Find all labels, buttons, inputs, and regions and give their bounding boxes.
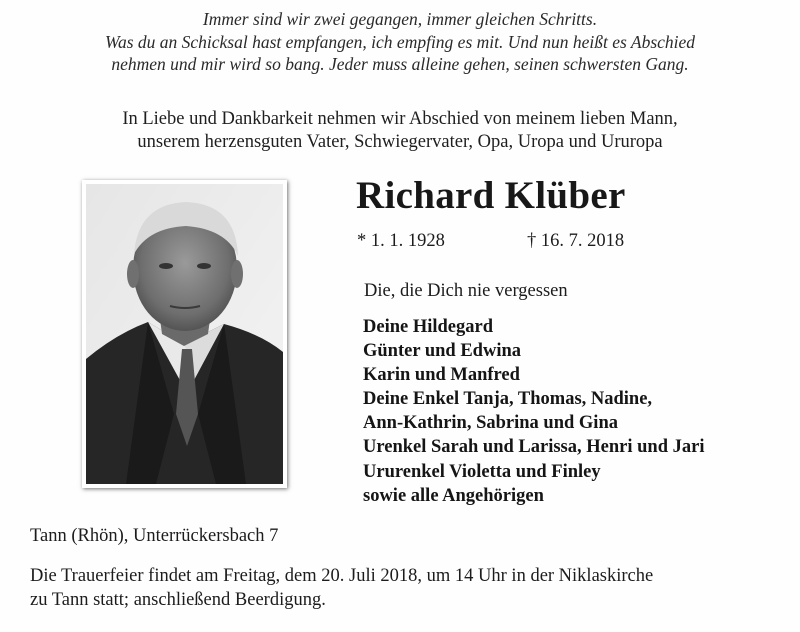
farewell-intro — [0, 108, 800, 154]
mourner-line: Ann-Kathrin, Sabrina und Gina — [363, 413, 618, 434]
poem-line: Immer sind wir zwei gegangen, immer gleichen Schritts. — [202, 9, 598, 29]
mourner-line: Karin und Manfred — [363, 365, 520, 386]
mourners-intro: Die, die Dich nie vergessen — [364, 281, 568, 301]
mourner-line: Ururenkel Violetta und Finley — [363, 461, 601, 482]
mourners-list — [363, 315, 704, 508]
ceremony-line: zu Tann statt; anschließend Beerdigung. — [30, 590, 326, 610]
poem-line: nehmen und mir wird so bang. Jeder muss alleine gehen, seinen schwersten Gang. — [111, 54, 689, 74]
address: Tann (Rhön), Unterrückersbach 7 — [30, 526, 279, 546]
deceased-name: Richard Klüber — [356, 174, 626, 217]
portrait-image — [86, 184, 283, 484]
mourner-line: Günter und Edwina — [363, 341, 521, 362]
ceremony-line: Die Trauerfeier findet am Freitag, dem 20. Juli 2018, um 14 Uhr in der Niklaskirche — [30, 566, 654, 586]
mourner-line: Urenkel Sarah und Larissa, Henri und Jari — [363, 437, 705, 458]
mourner-line: sowie alle Angehörigen — [363, 485, 544, 506]
poem — [0, 8, 800, 76]
intro-line: unserem herzensguten Vater, Schwiegervater, Opa, Uropa und Ururopa — [137, 132, 663, 152]
intro-line: In Liebe und Dankbarkeit nehmen wir Abschied von meinem lieben Mann, — [122, 109, 678, 129]
death-date: † 16. 7. 2018 — [527, 231, 625, 251]
ceremony-info — [30, 564, 790, 612]
poem-line: Was du an Schicksal hast empfangen, ich empfing es mit. Und nun heißt es Abschied — [104, 31, 696, 52]
mourner-line: Deine Enkel Tanja, Thomas, Nadine, — [363, 389, 653, 410]
mourner-line: Deine Hildegard — [363, 317, 494, 337]
birth-date: * 1. 1. 1928 — [357, 231, 445, 251]
portrait-photo — [82, 180, 287, 488]
